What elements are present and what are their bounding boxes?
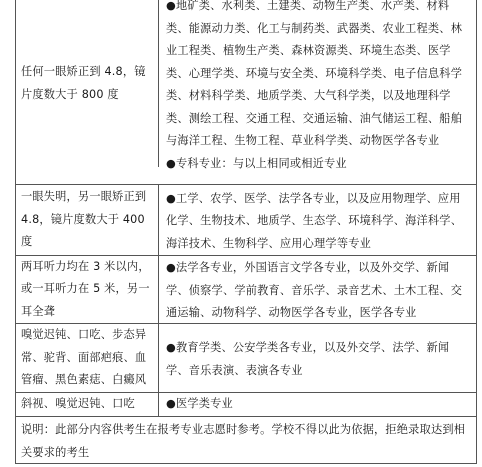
majors-text: ●教育学类、公安学类各专业，以及外交学、法学、新闻学、音乐表演、表演各专业 [166, 341, 450, 377]
condition-text: 一眼失明，另一眼矫正到 4.8，镜片度数大于 400 度 [21, 190, 147, 249]
table-row [16, 184, 476, 255]
majors-text: ●工学、农学、医学、法学各专业，以及应用物理学、应用化学、生物技术、地质学、生态学、环境科学、海洋科学、海洋技术、生物科学、应用心理学等专业 [166, 191, 463, 250]
condition-cell [16, 0, 159, 167]
condition-text: 任何一眼矫正到 4.8，镜片度数大于 800 度 [21, 65, 146, 101]
majors-cell [159, 324, 476, 392]
majors-text: ●法学各专业，外国语言文学各专业，以及外交学、新闻学、侦察学、学前教育、音乐学、录音艺术、土木工程、交通运输、动物科学、动物医学各专业，医学各专业 [166, 261, 463, 320]
note-row [16, 416, 476, 463]
table-row [16, 255, 476, 323]
condition-text: 嗅觉迟钝、口吃、步态异常、驼背、面部疤痕、血管瘤、黑色素痣、白癜风 [21, 328, 147, 387]
table-row [16, 323, 476, 392]
condition-cell [16, 324, 159, 392]
note-cell [16, 417, 476, 463]
condition-cell [16, 185, 159, 255]
majors-text: ●地矿类、水利类、土建类、动物生产类、水产类、材料类、能源动力类、化工与制药类、武器类、农业工程类、林业工程类、植物生产类、森林资源类、环境生态类、医学类、心理学类、环境与安全类、环境科学类、电子信息科学类、材料科学类、地质学类、大气科学类，以及地理科学类、测绘工程、交通工程、交通运输、油气储运工程、船舶与海洋工程、生物工程、草业科学类、动物医学各专业 ●专科专业：与以上相同或相近专业 [166, 0, 463, 170]
restrictions-table [15, 0, 477, 464]
condition-cell [16, 393, 159, 416]
condition-cell [16, 256, 159, 323]
majors-cell [159, 393, 476, 416]
majors-cell [159, 0, 476, 170]
note-text: 说明：此部分内容供考生在报考专业志愿时参考。学校不得以此为依据，拒绝录取达到相关要求的考生 [21, 423, 466, 459]
majors-cell [159, 185, 476, 255]
table-row [16, 392, 476, 416]
condition-text: 斜视、嗅觉迟钝、口吃 [21, 397, 135, 411]
table-row [16, 0, 476, 170]
majors-text: ●医学类专业 [166, 397, 233, 411]
majors-cell [159, 256, 476, 323]
condition-text: 两耳听力均在 3 米以内，或一耳听力在 5 米，另一耳全聋 [21, 259, 150, 318]
